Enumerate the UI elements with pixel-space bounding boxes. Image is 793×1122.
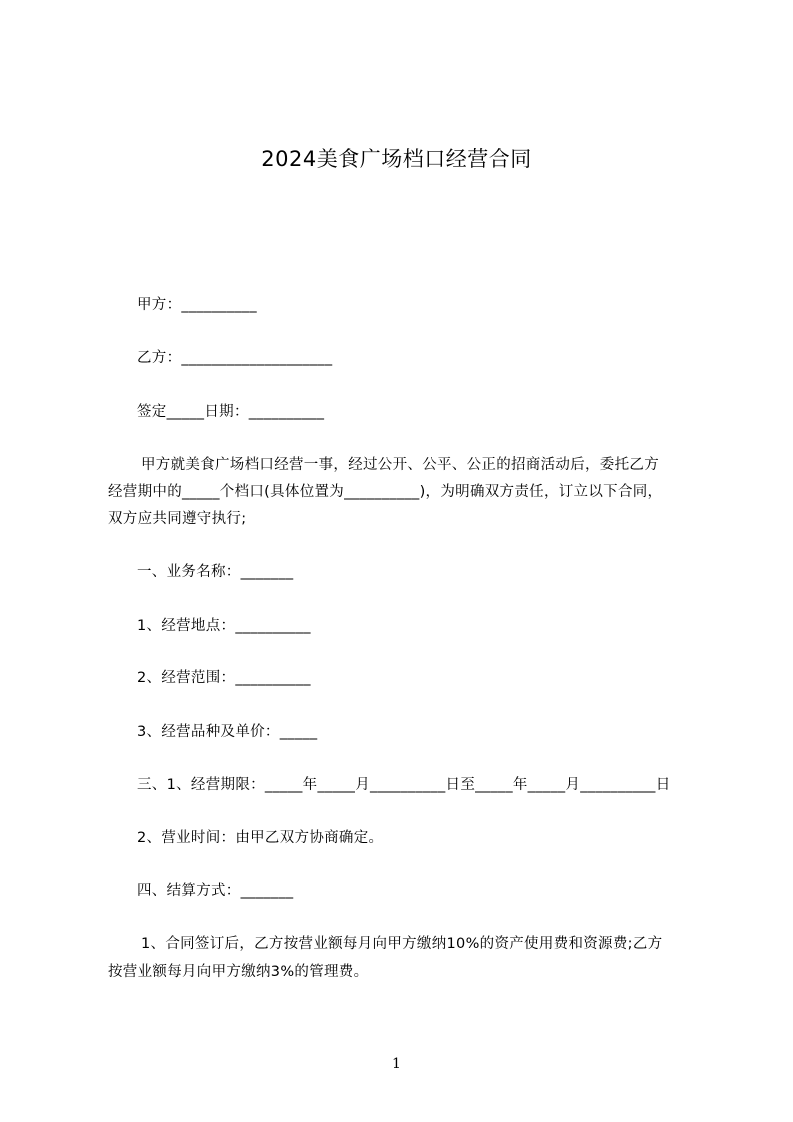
intro-line-1: 甲方就美食广场档口经营一事，经过公开、公平、公正的招商活动后，委托乙方 <box>141 457 659 473</box>
document-title: 2024美食广场档口经营合同 <box>261 147 532 171</box>
item-scope: 2、经营范围：__________ <box>137 670 311 686</box>
settlement-line-2: 按营业额每月向甲方缴纳3%的管理费。 <box>108 964 369 980</box>
page-number: 1 <box>392 1056 401 1072</box>
sign-date-line: 签定_____日期：__________ <box>137 404 325 420</box>
section-settlement: 四、结算方式：_______ <box>137 883 294 899</box>
intro-line-2: 经营期中的_____个档口(具体位置为__________)，为明确双方责任，订立以下合同， <box>108 484 663 500</box>
section-business-name: 一、业务名称：_______ <box>137 564 294 580</box>
item-business-hours: 2、营业时间：由甲乙双方协商确定。 <box>137 830 384 846</box>
item-location: 1、经营地点：__________ <box>137 618 311 634</box>
item-products-price: 3、经营品种及单价：_____ <box>137 724 318 740</box>
intro-line-3: 双方应共同遵守执行; <box>108 511 247 527</box>
party-a-line: 甲方：__________ <box>137 297 257 313</box>
section-term: 三、1、经营期限：_____年_____月__________日至_____年_____月__________日 <box>137 777 671 793</box>
settlement-line-1: 1、合同签订后，乙方按营业额每月向甲方缴纳10%的资产使用费和资源费;乙方 <box>141 936 663 952</box>
party-b-line: 乙方：____________________ <box>137 350 333 366</box>
